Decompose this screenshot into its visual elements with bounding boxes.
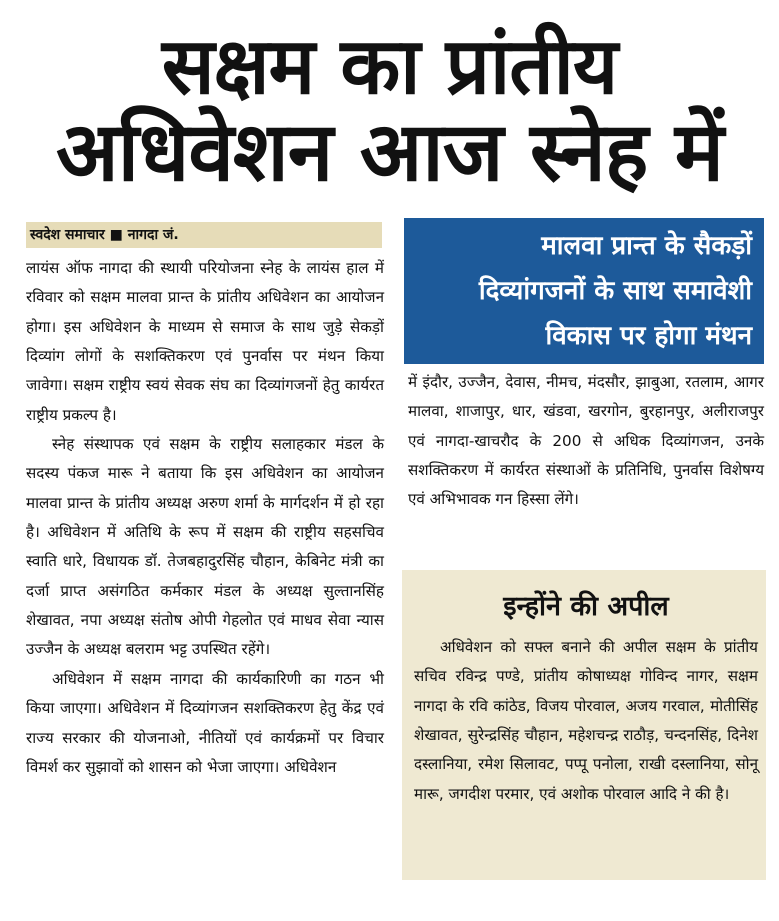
- article-continuation: में इंदौर, उज्जैन, देवास, नीमच, मंदसौर, झाबुआ, रतलाम, आगर मालवा, शाजापुर, धार, खंडवा, खरगोन, बुरहानपुर, अलीराजपुर एवं नागदा-खाचरौद के 200 से अधिक दिव्यांगजन, उनके सशक्तिकरण में कार्यरत संस्थाओं के प्रतिनिधि, पुनर्वास विशेषग्य एवं अभिभावक गन हिस्सा लेंगे।: [408, 373, 764, 509]
- article-paragraph-1: लायंस ऑफ नागदा की स्थायी परियोजना स्नेह के लायंस हाल में रविवार को सक्षम मालवा प्रान्त के प्रांतीय अधिवेशन का आयोजन होगा। इस अधिवेशन के माध्यम से समाज के साथ जुड़े सेकड़ों दिव्यांग लोगों के सशक्तिकरण एवं पुनर्वास पर मंथन किया जावेगा। सक्षम राष्ट्रीय स्वयं सेवक संघ का दिव्यांगजनों हेतु कार्यरत राष्ट्रीय प्रकल्प है।: [26, 259, 384, 424]
- headline-line-2: अधिवेशन आज स्नेह में: [56, 105, 723, 200]
- byline: स्वदेश समाचार ■ नागदा जं.: [26, 222, 382, 248]
- appeal-text: अधिवेशन को सफ्ल बनाने की अपील सक्षम के प्रांतीय सचिव रविन्द्र पण्डे, प्रांतीय कोषाध्यक्ष गोविन्द नागर, सक्षम नागदा के रवि कांठेड, विजय पोरवाल, अजय गरवाल, मोतीसिंह शेखावत, सुरेन्द्रसिंह चौहान, महेशचन्द्र राठौड़, चन्दनसिंह, दिनेश दस्लानिया, रमेश सिलावट, पप्पू पनोला, राखी दस्लानिया, सोनू मारू, जगदीश परमार, एवं अशोक पोरवाल आदि ने की है।: [414, 638, 758, 803]
- article-paragraph-2: स्नेह संस्थापक एवं सक्षम के राष्ट्रीय सलाहकार मंडल के सदस्य पंकज मारू ने बताया कि इस अधिवेशन का आयोजन मालवा प्रान्त के प्रांतीय अध्यक्ष अरुण शर्मा के मार्गदर्शन में हो रहा है। अधिवेशन में अतिथि के रूप में सक्षम की राष्ट्रीय सहसचिव स्वाति धारे, विधायक डॉ. तेजबहादुरसिंह चौहान, केबिनेट मंत्री का दर्जा प्राप्त असंगठित कर्मकार मंडल के अध्यक्ष सुल्तानसिंह शेखावत, नपा अध्यक्ष संतोष ओपी गेहलोत एवं माधव सेवा न्यास उज्जैन के अध्यक्ष बलराम भट्ट उपस्थित रहेंगे।: [26, 435, 384, 659]
- appeal-box: [402, 570, 766, 880]
- right-column: [408, 368, 764, 515]
- article-paragraph-3: अधिवेशन में सक्षम नागदा की कार्यकारिणी का गठन भी किया जाएगा। अधिवेशन में दिव्यांगजन सशक्तिकरण हेतु केंद्र एवं राज्य सरकार की योजनाओ, नीतियों एवं कार्यक्रमों पर विचार विमर्श कर सुझावों को शासन को भेजा जाएगा। अधिवेशन: [26, 669, 384, 776]
- highlight-box: [404, 218, 764, 364]
- highlight-line-2: दिव्यांगजनों के साथ समावेशी: [478, 276, 752, 306]
- appeal-title: इन्होंने की अपील: [503, 591, 669, 622]
- highlight-line-1: मालवा प्रान्त के सैकड़ों: [541, 231, 752, 261]
- highlight-line-3: विकास पर होगा मंथन: [545, 321, 752, 351]
- headline-line-1: सक्षम का प्रांतीय: [161, 22, 618, 112]
- left-column: [26, 254, 384, 782]
